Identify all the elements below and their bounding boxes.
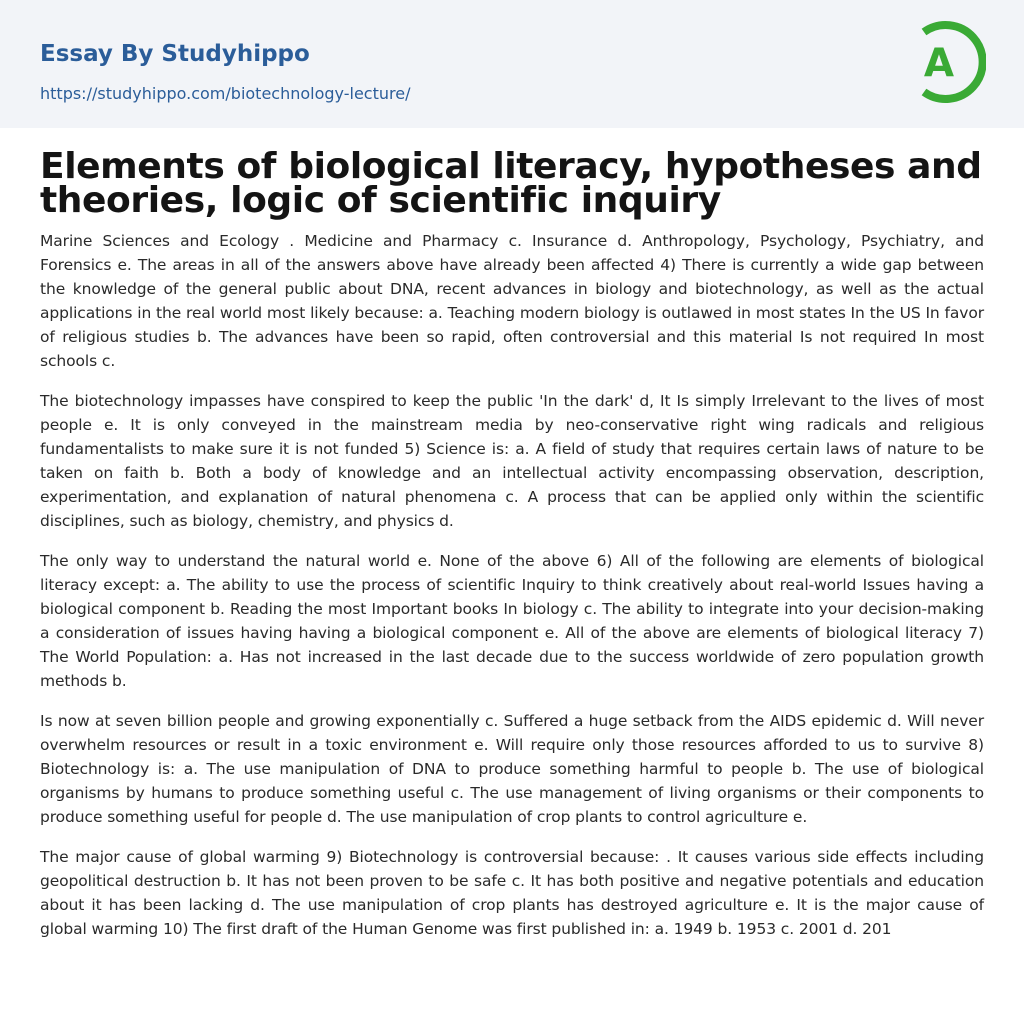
article-paragraph: The biotechnology impasses have conspired to keep the public 'In the dark' d, It Is simply Irrelevant to the lives of most people e. It is only conveyed in the mainstream media by neo-conservative right wing radicals and religious fundamentalists to make sure it is not funded 5) Science is: a. A field of study that requires certain laws of nature to be taken on faith b. Both a body of knowledge and an intellectual activity encompassing observation, description, experimentation, and explanation of natural phenomena c. A process that can be applied only within the scientific disciplines, such as biology, chemistry, and physics d. bbox=[40, 392, 984, 530]
article-paragraph: Is now at seven billion people and growing exponentially c. Suffered a huge setback from the AIDS epidemic d. Will never overwhelm resources or result in a toxic environment e. Will require only those resources afforded to us to survive 8) Biotechnology is: a. The use manipulation of DNA to produce something harmful to people b. The use of biological organisms by humans to produce something useful c. The use management of living organisms or their components to produce something useful for people d. The use manipulation of crop plants to control agriculture e. bbox=[40, 712, 984, 826]
article-paragraph: The major cause of global warming 9) Biotechnology is controversial because: . It causes various side effects including geopolitical destruction b. It has not been proven to be safe c. It has both positive and negative potentials and education about it has been lacking d. The use manipulation of crop plants has destroyed agriculture e. It is the major cause of global warming 10) The first draft of the Human Genome was first published in: a. 1949 b. 1953 c. 2001 d. 201 bbox=[40, 848, 984, 938]
article-paragraph: The only way to understand the natural world e. None of the above 6) All of the following are elements of biological literacy except: a. The ability to use the process of scientific Inquiry to think creatively about real-world Issues having a biological component b. Reading the most Important books In biology c. The ability to integrate into your decision-making a consideration of issues having having a biological component e. All of the above are elements of biological literacy 7) The World Population: a. Has not increased in the last decade due to the success worldwide of zero population growth methods b. bbox=[40, 552, 984, 690]
site-brand[interactable]: Essay By Studyhippo bbox=[40, 41, 310, 67]
site-header bbox=[0, 0, 1024, 128]
article-paragraph: Marine Sciences and Ecology . Medicine and Pharmacy c. Insurance d. Anthropology, Psychology, Psychiatry, and Forensics e. The areas in all of the answers above have already been affected 4) There is currently a wide gap between the knowledge of the general public about DNA, recent advances in biology and biotechnology, as well as the actual applications in the real world most likely because: a. Teaching modern biology is outlawed in most states In the US In favor of religious studies b. The advances have been so rapid, often controversial and this material Is not required In most schools c. bbox=[40, 232, 984, 370]
logo-letter: A bbox=[923, 41, 955, 86]
essay-url-link[interactable]: https://studyhippo.com/biotechnology-lecture/ bbox=[40, 84, 411, 103]
article-body bbox=[40, 229, 984, 957]
site-logo[interactable] bbox=[912, 19, 986, 105]
article-title: Elements of biological literacy, hypotheses and theories, logic of scientific inquiry bbox=[40, 146, 982, 221]
